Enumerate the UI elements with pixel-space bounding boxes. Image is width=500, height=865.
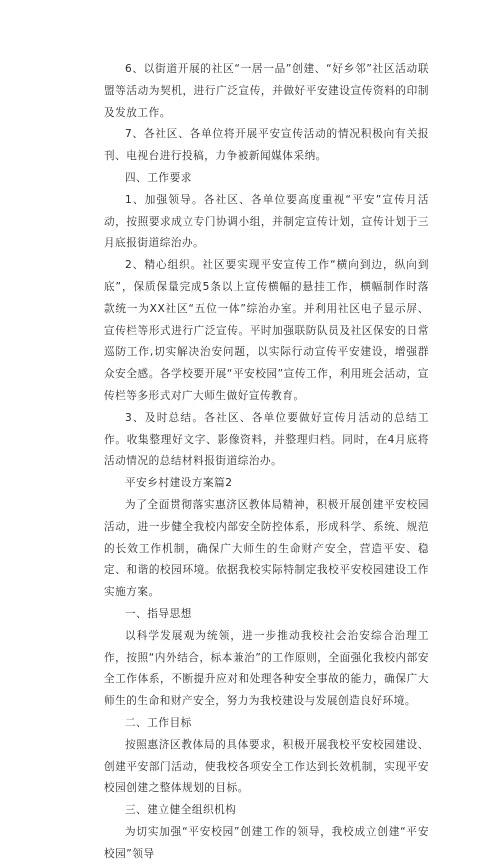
paragraph: 7、各社区、各单位将开展平安宣传活动的情况积极向有关报刊、电视台进行投稿，力争被新闻媒体采纳。	[104, 128, 429, 163]
section-heading: 一、指导思想	[125, 607, 192, 620]
document-title: 平安乡村建设方案篇2	[125, 477, 233, 490]
paragraph: 为了全面贯彻落实惠济区教体局精神，积极开展创建平安校园活动，进一步健全我校内部安全防控体系，形成科学、系统、规范的长效工作机制，确保广大师生的生命财产安全，营造平安、稳定、和谐的校园环境。依据我校实际特制定我校平安校园建设工作实施方案。	[104, 498, 429, 599]
paragraph: 2、精心组织。社区要实现平安宣传工作“横向到边，纵向到底”，保质保量完成5条以上宣传横幅的悬挂工作，横幅制作时落款统一为XX社区“五位一体”综治办室。并利用社区电子显示屏、宣传栏等形式进行广泛宣传。平时加强联防队员及社区保安的日常巡防工作,切实解决治安问题，以实际行动宣传平安建设，增强群众安全感。各学校要开展“平安校园”宣传工作，利用班会活动，宣传栏等多形式对广大师生做好宣传教育。	[104, 259, 429, 402]
paragraph: 1、加强领导。各社区、各单位要高度重视“平安”宣传月活动，按照要求成立专门协调小组，并制定宣传计划，宣传计划于三月底报街道综治办。	[104, 193, 429, 250]
paragraph: 为切实加强“平安校园”创建工作的领导，我校成立创建“平安校园”领导	[104, 825, 429, 860]
paragraph: 6、以街道开展的社区“一居一品”创建、“好乡邻”社区活动联盟等活动为契机，进行广泛宣传，并做好平安建设宣传资料的印制及发放工作。	[104, 63, 429, 119]
paragraph: 3、及时总结。各社区、各单位要做好宣传月活动的总结工作。收集整理好文字、影像资料，并整理归档。同时，在4月底将活动情况的总结材料报街道综治办。	[104, 411, 429, 468]
paragraph: 以科学发展观为统领，进一步推动我校社会治安综合治理工作，按照“内外结合，标本兼治”的工作原则，全面强化我校内部安全工作体系，不断提升应对和处理各种安全事故的能力，确保广大师生的生命和财产安全，努力为我校建设与发展创造良好环境。	[104, 629, 429, 708]
section-heading: 三、建立健全组织机构	[125, 804, 237, 817]
section-heading: 四、工作要求	[125, 171, 192, 184]
paragraph: 按照惠济区教体局的具体要求，积极开展我校平安校园建设、创建平安部门活动，使我校各项安全工作达到长效机制，实现平安校园创建之整体规划的目标。	[104, 738, 429, 795]
section-heading: 二、工作目标	[125, 716, 192, 729]
